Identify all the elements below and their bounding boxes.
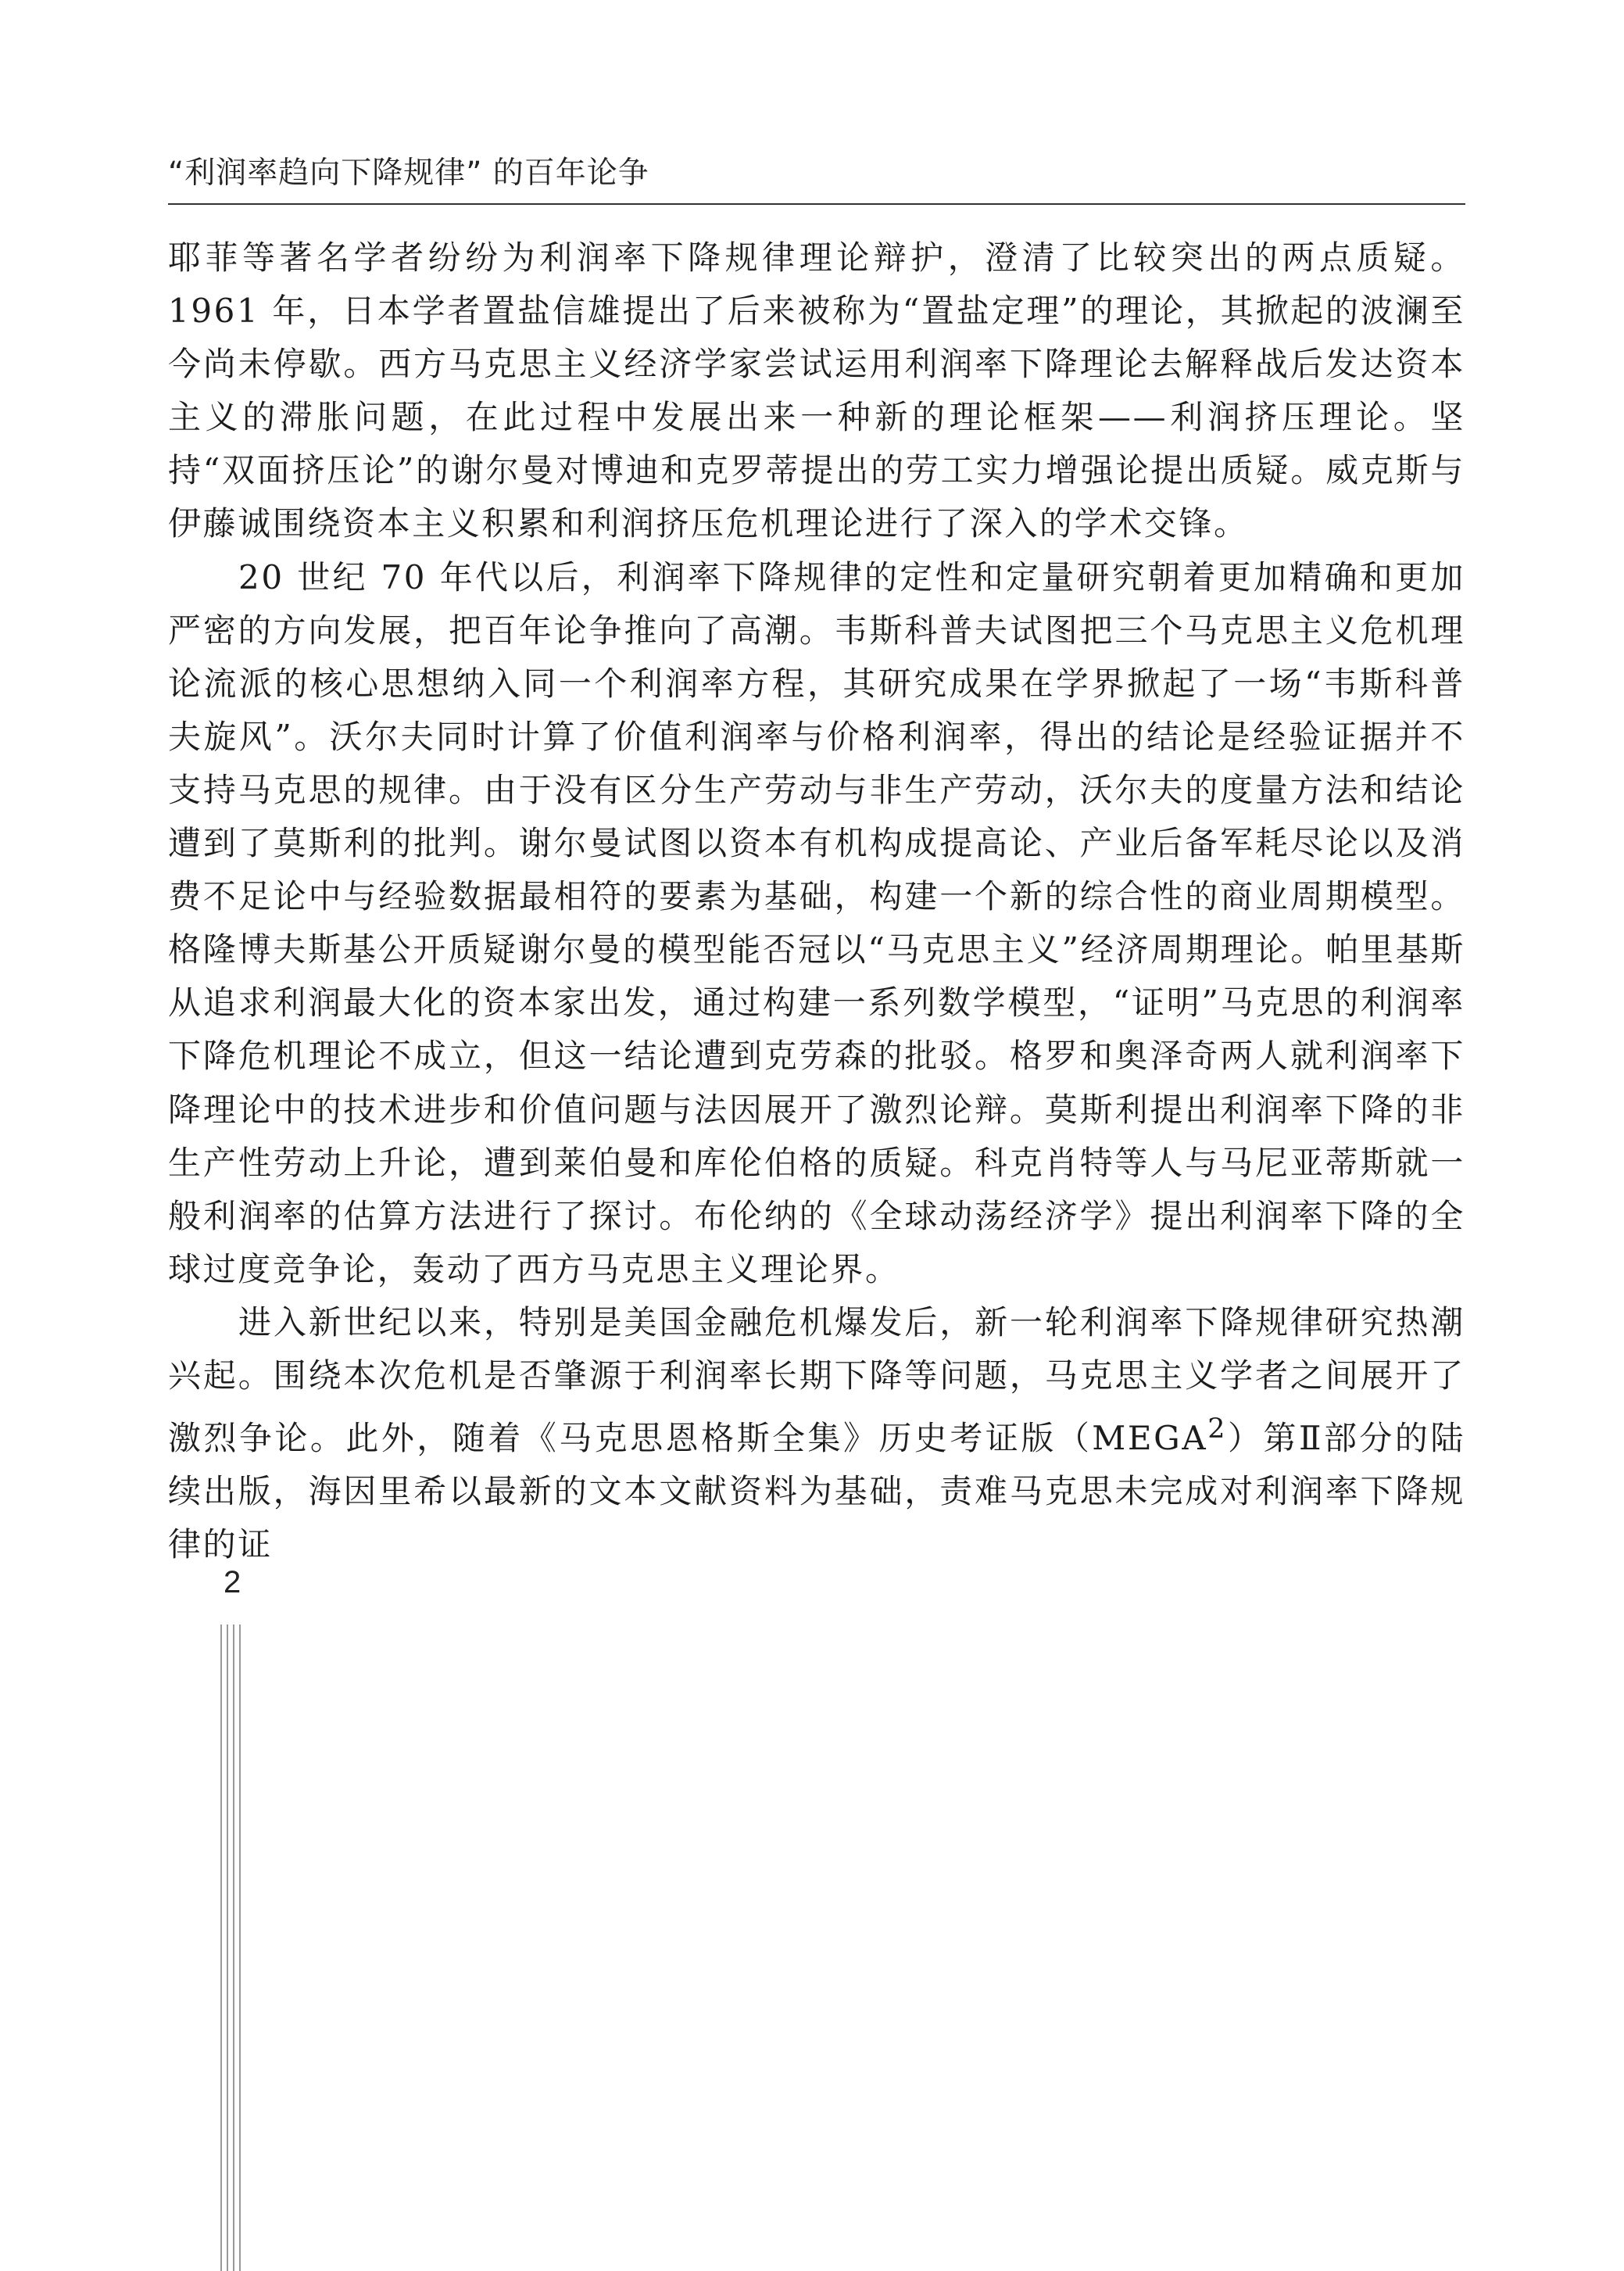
mega-superscript: 2 [1207,1413,1228,1445]
decorative-margin-lines [220,1624,252,2271]
paragraph-new-century [168,1296,1465,1571]
margin-line [227,1624,228,2271]
paragraph-text-before: 进入新世纪以来，特别是美国金融危机爆发后，新一轮利润率下降规律研究热潮兴起。围绕本次危机是否肇源于利润率长期下降等问题，马克思主义学者之间展开了激烈争论。此外，随着《马克思恩格斯全集》历史考证版（MEGA [168,1302,1465,1458]
paragraph-continued: 耶菲等著名学者纷纷为利润率下降规律理论辩护，澄清了比较突出的两点质疑。1961 年，日本学者置盐信雄提出了后来被称为“置盐定理”的理论，其掀起的波澜至今尚未停歇。西方马克思主义经济学家尝试运用利润率下降理论去解释战后发达资本主义的滞胀问题，在此过程中发展出来一种新的理论框架——利润挤压理论。坚持“双面挤压论”的谢尔曼对博迪和克罗蒂提出的劳工实力增强论提出质疑。威克斯与伊藤诚围绕资本主义积累和利润挤压危机理论进行了深入的学术交锋。 [168,238,1465,543]
running-title: “利润率趋向下降规律” 的百年论争 [168,156,649,191]
body-text [168,231,1465,1571]
paragraph-text-after: ）第Ⅱ部分的陆续出版，海因里希以最新的文本文献资料为基础，责难马克思未完成对利润率下降规律的证 [168,1419,1465,1564]
page-number: 2 [224,1565,241,1599]
margin-line [220,1624,222,2271]
paragraph-1970s-debate: 20 世纪 70 年代以后，利润率下降规律的定性和定量研究朝着更加精确和更加严密的方向发展，把百年论争推向了高潮。韦斯科普夫试图把三个马克思主义危机理论流派的核心思想纳入同一个利润率方程，其研究成果在学界掀起了一场“韦斯科普夫旋风”。沃尔夫同时计算了价值利润率与价格利润率，得出的结论是经验证据并不支持马克思的规律。由于没有区分生产劳动与非生产劳动，沃尔夫的度量方法和结论遭到了莫斯利的批判。谢尔曼试图以资本有机构成提高论、产业后备军耗尽论以及消费不足论中与经验数据最相符的要素为基础，构建一个新的综合性的商业周期模型。格隆博夫斯基公开质疑谢尔曼的模型能否冠以“马克思主义”经济周期理论。帕里基斯从追求利润最大化的资本家出发，通过构建一系列数学模型，“证明”马克思的利润率下降危机理论不成立，但这一结论遭到克劳森的批驳。格罗和奥泽奇两人就利润率下降理论中的技术进步和价值问题与法因展开了激烈论辩。莫斯利提出利润率下降的非生产性劳动上升论，遭到莱伯曼和库伦伯格的质疑。科克肖特等人与马尼亚蒂斯就一般利润率的估算方法进行了探讨。布伦纳的《全球动荡经济学》提出利润率下降的全球过度竞争论，轰动了西方马克思主义理论界。 [168,557,1465,1288]
running-header [168,141,1465,205]
margin-line [233,1624,234,2271]
margin-line [239,1624,241,2271]
